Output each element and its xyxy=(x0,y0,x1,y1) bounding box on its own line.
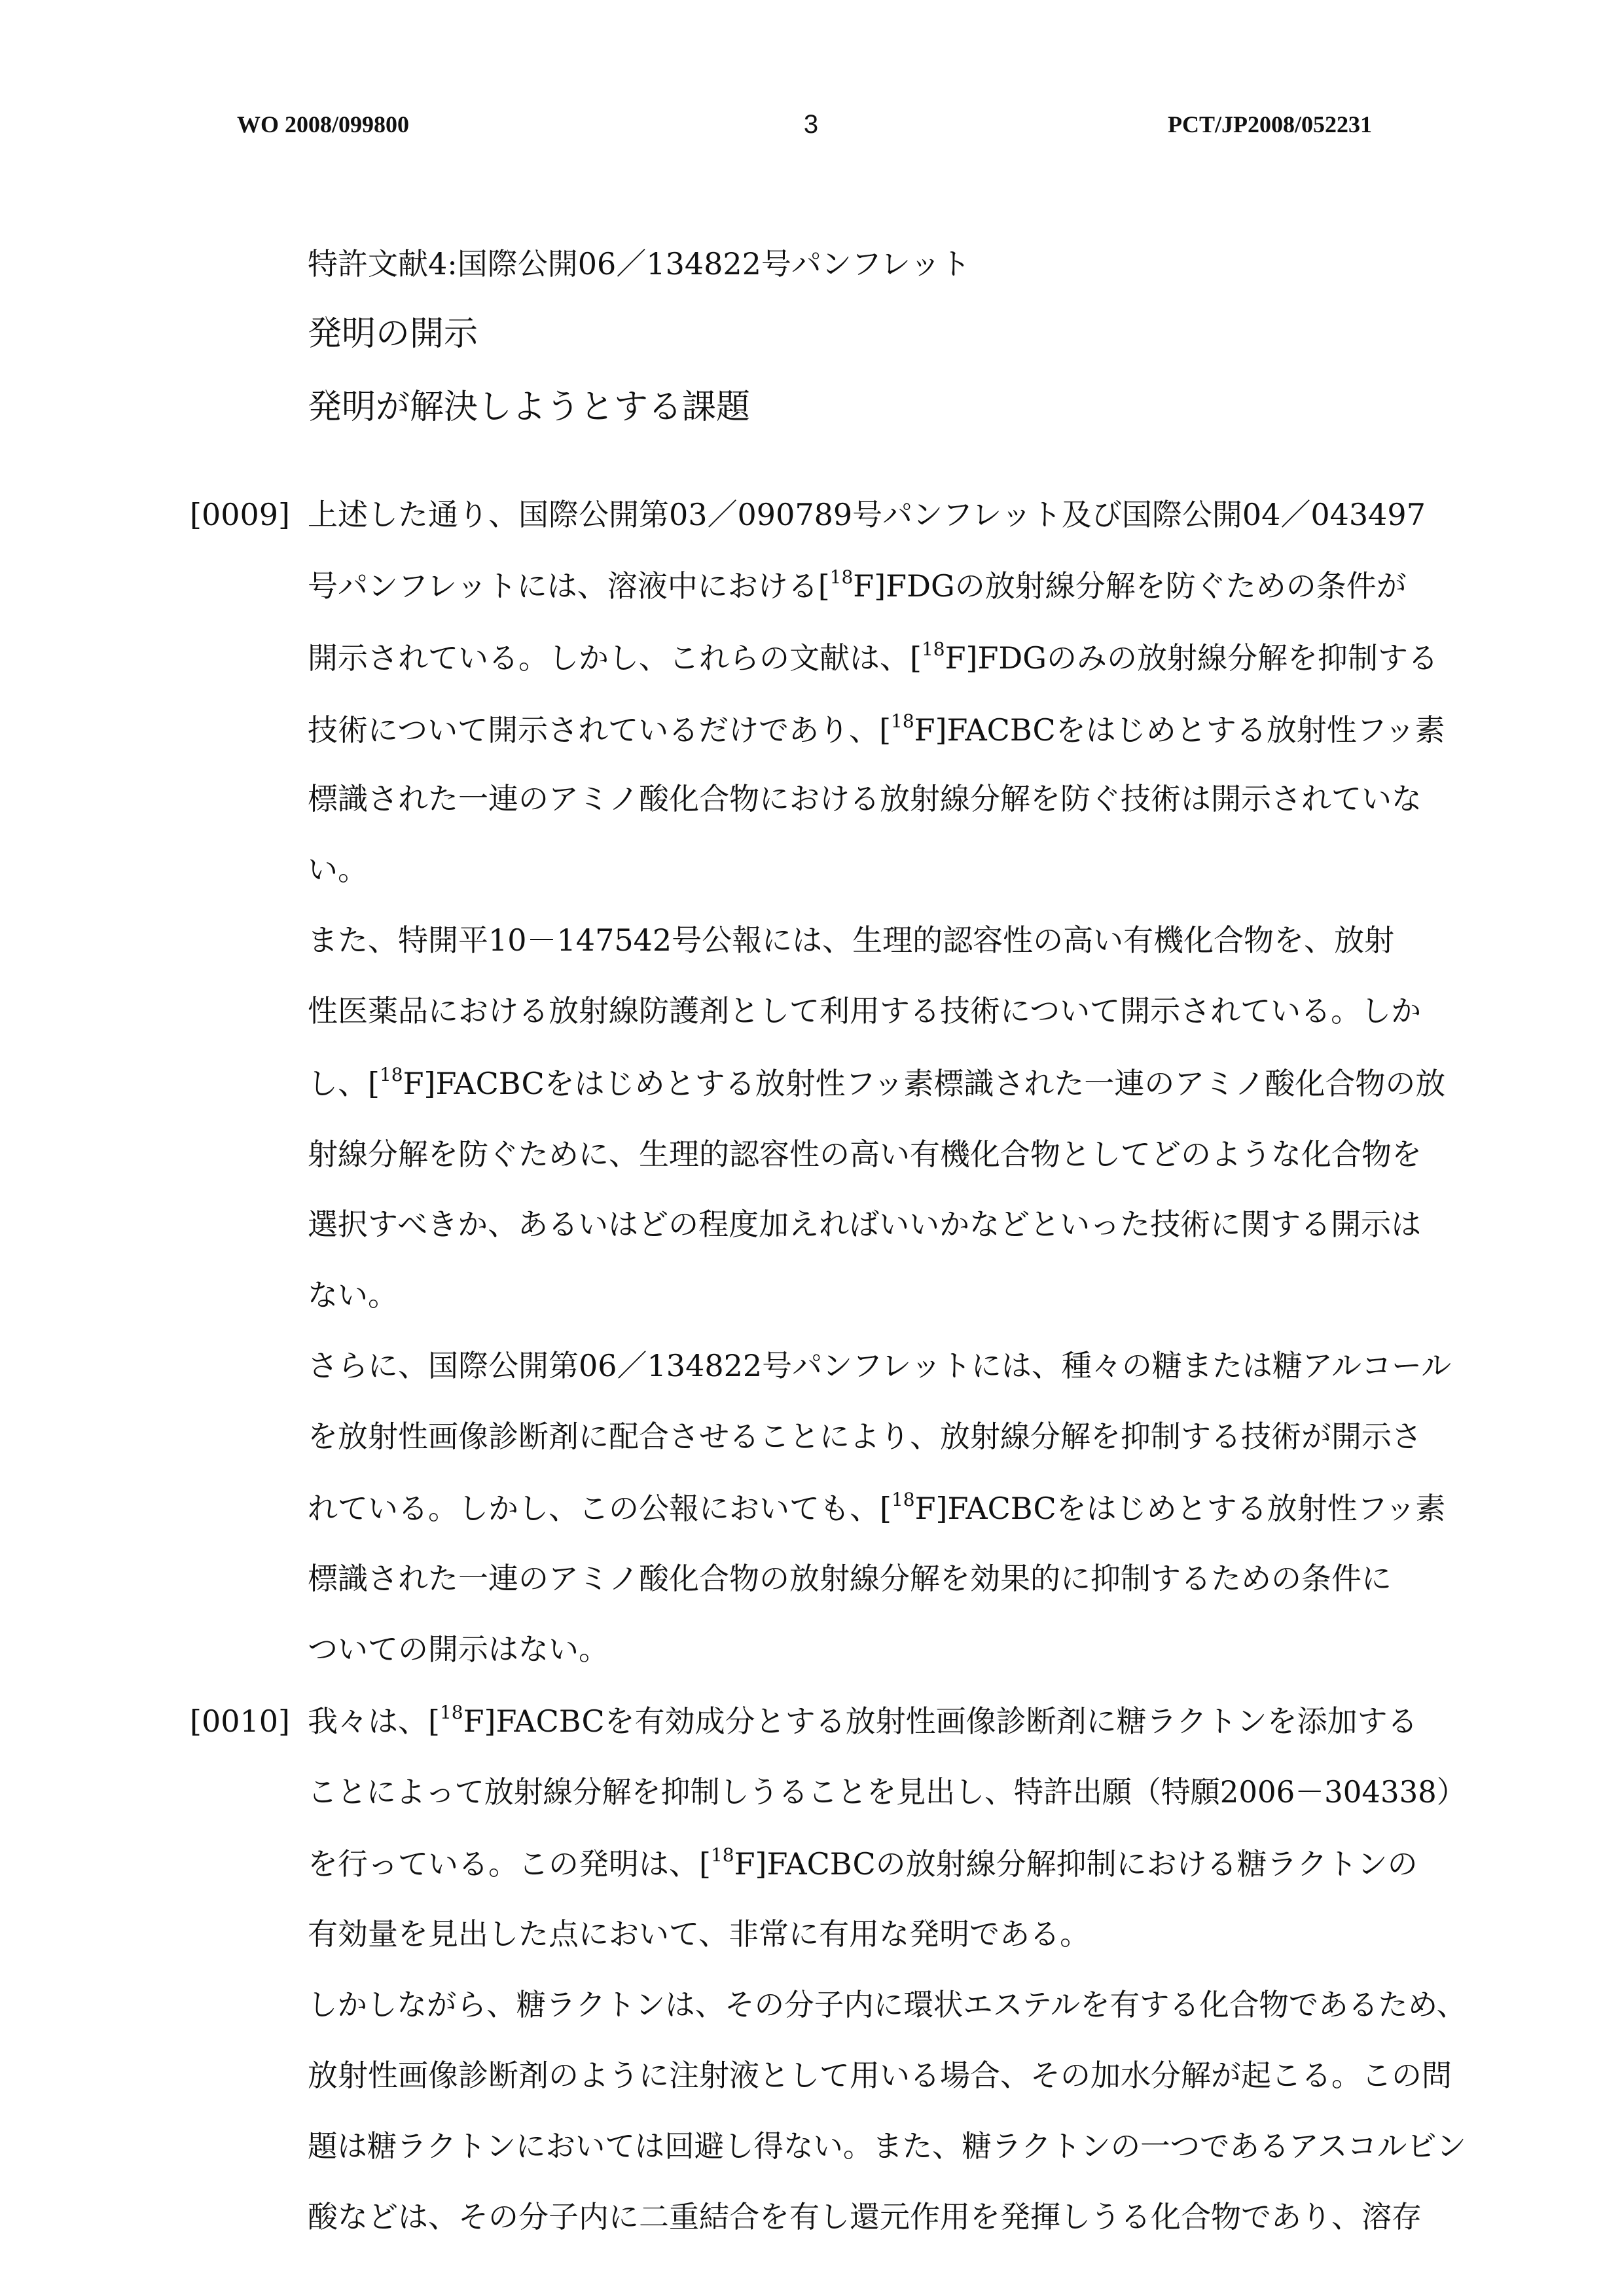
superscript-18: 18 xyxy=(379,1064,403,1085)
text-line-18: 我々は、[$^{18}$F]FACBCを有効成分とする放射性画像診断剤に糖ラクトンを添加する xyxy=(308,1702,1418,1739)
publication-number: WO 2008/099800 xyxy=(237,111,410,137)
text-line-16: 標識された一連のアミノ酸化合物の放射線分解を効果的に抑制するための条件に xyxy=(308,1561,1392,1596)
paragraph-tag-0010: [0010] xyxy=(190,1704,290,1739)
text-line-5: 標識された一連のアミノ酸化合物における放射線分解を防ぐ技術は開示されていな xyxy=(308,781,1422,816)
text-line-11: 選択すべきか、あるいはどの程度加えればいいかなどといった技術に関する開示は xyxy=(308,1207,1422,1242)
paragraph-tag-0009: [0009] xyxy=(190,497,290,532)
text-line-21: 有効量を見出した点において、非常に有用な発明である。 xyxy=(308,1916,1090,1952)
text-line-4: 技術について開示されているだけであり、[$^{18}$F]FACBCをはじめとする放射性フッ素 xyxy=(308,710,1445,748)
text-line-20: を行っている。この発明は、[$^{18}$F]FACBCの放射線分解抑制における糖ラクトンの xyxy=(308,1844,1418,1882)
text-line-22: しかしながら、糖ラクトンは、その分子内に環状エステルを有する化合物であるため、 xyxy=(308,1987,1466,2022)
text-line-15: れている。しかし、この公報においても、[$^{18}$F]FACBCをはじめとする放射性フッ素 xyxy=(308,1489,1446,1526)
text-line-1: 上述した通り、国際公開第03／090789号パンフレット及び国際公開04／043497 xyxy=(308,497,1426,532)
text-line-13: さらに、国際公開第06／134822号パンフレットには、種々の糖または糖アルコール xyxy=(308,1348,1452,1383)
text-line-14: を放射性画像診断剤に配合させることにより、放射線分解を抑制する技術が開示さ xyxy=(308,1419,1422,1454)
application-number: PCT/JP2008/052231 xyxy=(1168,111,1372,137)
superscript-18: 18 xyxy=(891,710,914,732)
text-line-10: 射線分解を防ぐために、生理的認容性の高い有機化合物としてどのような化合物を xyxy=(308,1137,1422,1172)
text-line-2: 号パンフレットには、溶液中における[$^{18}$F]FDGの放射線分解を防ぐための条件が xyxy=(308,566,1407,604)
page-number: 3 xyxy=(803,110,819,139)
text-line-25: 酸などは、その分子内に二重結合を有し還元作用を発揮しうる化合物であり、溶存 xyxy=(308,2199,1422,2234)
text-line-19: ことによって放射線分解を抑制しうることを見出し、特許出願（特願2006－304338） xyxy=(308,1774,1466,1810)
text-line-9: し、[$^{18}$F]FACBCをはじめとする放射性フッ素標識された一連のアミノ酸化合物の放 xyxy=(308,1064,1446,1101)
text-line-3: 開示されている。しかし、これらの文献は、[$^{18}$F]FDGのみの放射線分解を抑制する xyxy=(308,638,1439,676)
text-line-17: ついての開示はない。 xyxy=(308,1631,609,1667)
patent-citation-4: 特許文献4:国際公開06／134822号パンフレット xyxy=(308,246,971,282)
superscript-18: 18 xyxy=(710,1844,734,1866)
superscript-18: 18 xyxy=(829,566,854,588)
heading-problem: 発明が解決しようとする課題 xyxy=(308,388,751,427)
text-line-24: 題は糖ラクトンにおいては回避し得ない。また、糖ラクトンの一つであるアスコルビン xyxy=(308,2128,1467,2164)
text-line-12: ない。 xyxy=(308,1277,398,1313)
text-line-23: 放射性画像診断剤のように注射液として用いる場合、その加水分解が起こる。この問 xyxy=(308,2058,1452,2093)
text-line-8: 性医薬品における放射線防護剤として利用する技術について開示されている。しか xyxy=(308,993,1422,1029)
text-line-6: い。 xyxy=(308,852,368,887)
text-line-7: また、特開平10－147542号公報には、生理的認容性の高い有機化合物を、放射 xyxy=(308,922,1395,958)
superscript-18: 18 xyxy=(439,1702,463,1723)
heading-disclosure: 発明の開示 xyxy=(308,314,478,354)
superscript-18: 18 xyxy=(891,1489,915,1510)
superscript-18: 18 xyxy=(921,638,945,660)
